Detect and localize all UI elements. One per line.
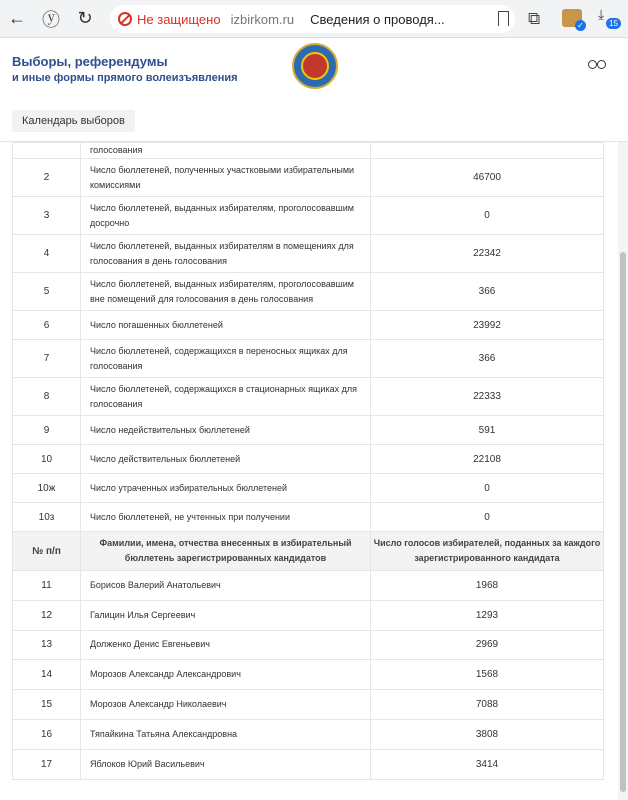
table-row xyxy=(13,340,604,378)
row-value: 0 xyxy=(371,474,604,503)
candidate-votes: 3808 xyxy=(371,719,604,749)
row-label: Число бюллетеней, выданных избирателям, проголосовавшим досрочно xyxy=(81,197,371,235)
extensions-icon[interactable]: ⧉ xyxy=(528,9,541,28)
table-row xyxy=(13,235,604,273)
candidate-number: 12 xyxy=(13,600,81,630)
row-value: 591 xyxy=(371,416,604,445)
row-label: голосования xyxy=(81,143,371,159)
table-row xyxy=(13,311,604,340)
security-indicator[interactable] xyxy=(118,12,221,27)
row-number: 10 xyxy=(13,445,81,474)
table-row xyxy=(13,445,604,474)
address-bar[interactable] xyxy=(110,5,515,33)
candidate-votes: 2969 xyxy=(371,630,604,660)
row-label: Число бюллетеней, полученных участковыми избирательными комиссиями xyxy=(81,159,371,197)
row-number: 3 xyxy=(13,197,81,235)
emblem-center xyxy=(301,52,329,80)
row-number: 4 xyxy=(13,235,81,273)
profile-icon[interactable] xyxy=(562,9,584,30)
row-number xyxy=(13,143,81,159)
row-label: Число бюллетеней, выданных избирателям в помещениях для голосования в день голосования xyxy=(81,235,371,273)
column-header-number: № п/п xyxy=(13,532,81,571)
candidate-row xyxy=(13,749,604,779)
row-number: 2 xyxy=(13,159,81,197)
row-value: 46700 xyxy=(371,159,604,197)
row-number: 5 xyxy=(13,273,81,311)
download-icon[interactable]: ⤓ xyxy=(598,6,605,22)
candidate-number: 13 xyxy=(13,630,81,660)
row-value: 366 xyxy=(371,273,604,311)
candidate-name: Галицин Илья Сергеевич xyxy=(81,600,371,630)
candidate-row xyxy=(13,600,604,630)
sub-navigation xyxy=(0,102,628,142)
insecure-icon xyxy=(118,12,132,26)
candidate-name: Долженко Денис Евгеньевич xyxy=(81,630,371,660)
site-header xyxy=(0,38,628,102)
candidate-votes: 1568 xyxy=(371,660,604,690)
bookmark-icon[interactable] xyxy=(498,11,509,26)
calendar-button[interactable]: Календарь выборов xyxy=(12,110,135,132)
download-badge: 15 xyxy=(606,18,621,29)
candidate-name: Яблоков Юрий Васильевич xyxy=(81,749,371,779)
candidate-votes: 1968 xyxy=(371,571,604,601)
check-icon: ✓ xyxy=(575,20,586,31)
tab-title: Сведения о проводя... xyxy=(310,11,445,27)
candidate-row xyxy=(13,690,604,720)
reload-icon[interactable]: ↻ xyxy=(77,8,93,28)
candidate-row xyxy=(13,660,604,690)
row-label: Число бюллетеней, выданных избирателям, проголосовавшим вне помещений для голосования в день голосования xyxy=(81,273,371,311)
row-value xyxy=(371,143,604,159)
row-value: 23992 xyxy=(371,311,604,340)
accessibility-glasses-icon[interactable] xyxy=(588,60,606,70)
row-value: 0 xyxy=(371,197,604,235)
site-name[interactable]: Выборы, референдумы xyxy=(12,54,168,69)
candidate-number: 14 xyxy=(13,660,81,690)
candidate-row xyxy=(13,719,604,749)
candidate-votes: 7088 xyxy=(371,690,604,720)
table-row xyxy=(13,416,604,445)
row-number: 9 xyxy=(13,416,81,445)
row-label: Число бюллетеней, содержащихся в переносных ящиках для голосования xyxy=(81,340,371,378)
candidate-number: 16 xyxy=(13,719,81,749)
row-label: Число утраченных избирательных бюллетеней xyxy=(81,474,371,503)
results-table-container xyxy=(12,142,604,800)
row-label: Число бюллетеней, содержащихся в стационарных ящиках для голосования xyxy=(81,378,371,416)
yandex-icon[interactable]: ⓨ xyxy=(42,9,60,30)
candidate-name: Морозов Александр Николаевич xyxy=(81,690,371,720)
security-label: Не защищено xyxy=(137,11,221,27)
site-subtitle[interactable]: и иные формы прямого волеизъявления xyxy=(12,72,238,84)
candidate-row xyxy=(13,571,604,601)
row-value: 22333 xyxy=(371,378,604,416)
table-row xyxy=(13,143,604,159)
row-number: 7 xyxy=(13,340,81,378)
row-number: 10ж xyxy=(13,474,81,503)
row-value: 22342 xyxy=(371,235,604,273)
column-header-votes: Число голосов избирателей, поданных за каждого зарегистрированного кандидата xyxy=(371,532,604,571)
results-table-body xyxy=(13,143,604,780)
candidate-number: 15 xyxy=(13,690,81,720)
back-icon[interactable]: ← xyxy=(8,8,26,28)
table-row xyxy=(13,273,604,311)
page-scrollbar[interactable] xyxy=(618,142,628,800)
candidate-votes: 1293 xyxy=(371,600,604,630)
row-label: Число погашенных бюллетеней xyxy=(81,311,371,340)
row-number: 10з xyxy=(13,503,81,532)
candidate-votes: 3414 xyxy=(371,749,604,779)
row-value: 0 xyxy=(371,503,604,532)
table-row xyxy=(13,197,604,235)
emblem-logo[interactable] xyxy=(292,43,338,89)
table-row xyxy=(13,474,604,503)
row-value: 366 xyxy=(371,340,604,378)
row-value: 22108 xyxy=(371,445,604,474)
candidate-name: Тяпайкина Татьяна Александровна xyxy=(81,719,371,749)
candidate-number: 17 xyxy=(13,749,81,779)
candidate-name: Морозов Александр Александрович xyxy=(81,660,371,690)
domain-text: izbirkom.ru xyxy=(230,11,295,27)
scrollbar-thumb[interactable] xyxy=(620,252,626,792)
row-number: 6 xyxy=(13,311,81,340)
candidate-number: 11 xyxy=(13,571,81,601)
table-row xyxy=(13,159,604,197)
table-row xyxy=(13,503,604,532)
candidate-row xyxy=(13,630,604,660)
candidates-header-row xyxy=(13,532,604,571)
row-number: 8 xyxy=(13,378,81,416)
row-label: Число бюллетеней, не учтенных при получении xyxy=(81,503,371,532)
table-row xyxy=(13,378,604,416)
results-table xyxy=(12,142,604,780)
column-header-name: Фамилии, имена, отчества внесенных в избирательный бюллетень зарегистрированных кандидатов xyxy=(81,532,371,571)
row-label: Число действительных бюллетеней xyxy=(81,445,371,474)
candidate-name: Борисов Валерий Анатольевич xyxy=(81,571,371,601)
row-label: Число недействительных бюллетеней xyxy=(81,416,371,445)
